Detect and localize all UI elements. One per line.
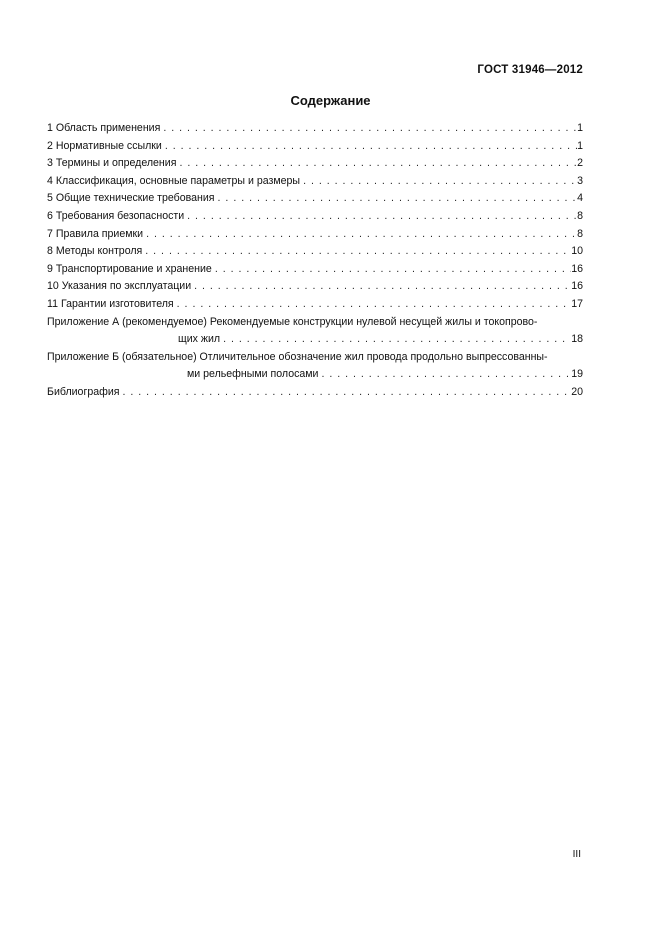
- toc-leader: [174, 296, 572, 314]
- toc-item-page: 10: [571, 245, 583, 258]
- toc-leader: [160, 120, 577, 138]
- toc-item-page: 8: [577, 209, 583, 222]
- toc-item-6[interactable]: [47, 208, 583, 226]
- toc-item-8[interactable]: [47, 243, 583, 261]
- toc-leader: [318, 366, 571, 384]
- toc-item-4[interactable]: [47, 173, 583, 191]
- toc-item-page: 17: [571, 297, 583, 310]
- toc-item-page: 3: [577, 174, 583, 187]
- page-number: III: [572, 849, 581, 860]
- toc-item-page: 1: [577, 122, 583, 134]
- toc-item-page: 18: [571, 333, 583, 346]
- toc-item-page: 2: [577, 157, 583, 170]
- table-of-contents: [47, 120, 583, 402]
- toc-item-label: 6 Требования безопасности: [47, 209, 185, 222]
- toc-leader: [191, 278, 571, 296]
- toc-leader: [119, 384, 571, 402]
- toc-item-label: 4 Классификация, основные параметры и размеры: [47, 174, 301, 187]
- toc-item-page: 4: [577, 192, 583, 205]
- page-title: Содержание: [290, 93, 371, 108]
- toc-item-9[interactable]: [47, 261, 583, 279]
- toc-item-label-continued: ми рельефными полосами: [187, 368, 319, 381]
- toc-leader: [176, 155, 577, 173]
- toc-leader: [220, 331, 571, 349]
- toc-item-5[interactable]: [47, 190, 583, 208]
- toc-leader: [212, 261, 571, 279]
- toc-leader: [300, 173, 577, 191]
- toc-item-11[interactable]: [47, 296, 583, 314]
- toc-leader: [162, 138, 577, 156]
- document-code: ГОСТ 31946—2012: [477, 64, 583, 76]
- toc-item-page: 8: [577, 227, 583, 240]
- toc-item-label: 7 Правила приемки: [47, 227, 144, 240]
- toc-item-label: 3 Термины и определения: [47, 157, 177, 170]
- toc-item-appendix-a[interactable]: [47, 314, 583, 349]
- toc-item-1[interactable]: [47, 120, 583, 138]
- toc-item-label: 9 Транспортирование и хранение: [47, 262, 212, 275]
- toc-item-label-continued: щих жил: [178, 333, 221, 346]
- toc-item-label: 5 Общие технические требования: [47, 192, 215, 205]
- toc-item-page: 1: [577, 139, 583, 152]
- toc-leader: [143, 226, 577, 244]
- toc-item-10[interactable]: [47, 278, 583, 296]
- toc-item-label: Приложение А (рекомендуемое) Рекомендуемые конструкции нулевой несущей жилы и токопрово-: [47, 315, 538, 328]
- toc-item-page: 20: [571, 385, 583, 398]
- toc-item-7[interactable]: [47, 226, 583, 244]
- toc-item-3[interactable]: [47, 155, 583, 173]
- toc-item-label: 1 Область применения: [47, 122, 161, 134]
- toc-item-label: 10 Указания по эксплуатации: [47, 280, 192, 293]
- toc-item-page: 16: [571, 280, 583, 293]
- toc-item-label: 2 Нормативные ссылки: [47, 139, 162, 152]
- toc-item-appendix-b[interactable]: [47, 349, 583, 384]
- toc-item-2[interactable]: [47, 138, 583, 156]
- toc-item-label: Приложение Б (обязательное) Отличительное обозначение жил провода продольно выпрессованны-: [47, 350, 548, 363]
- toc-item-label: 11 Гарантии изготовителя: [47, 297, 174, 310]
- toc-leader: [184, 208, 577, 226]
- toc-leader: [142, 243, 571, 261]
- toc-item-bibliography[interactable]: [47, 384, 583, 402]
- toc-item-label: Библиография: [47, 385, 120, 398]
- toc-item-page: 16: [571, 262, 583, 275]
- toc-leader: [215, 190, 578, 208]
- toc-item-label: 8 Методы контроля: [47, 245, 143, 258]
- toc-item-page: 19: [571, 368, 583, 381]
